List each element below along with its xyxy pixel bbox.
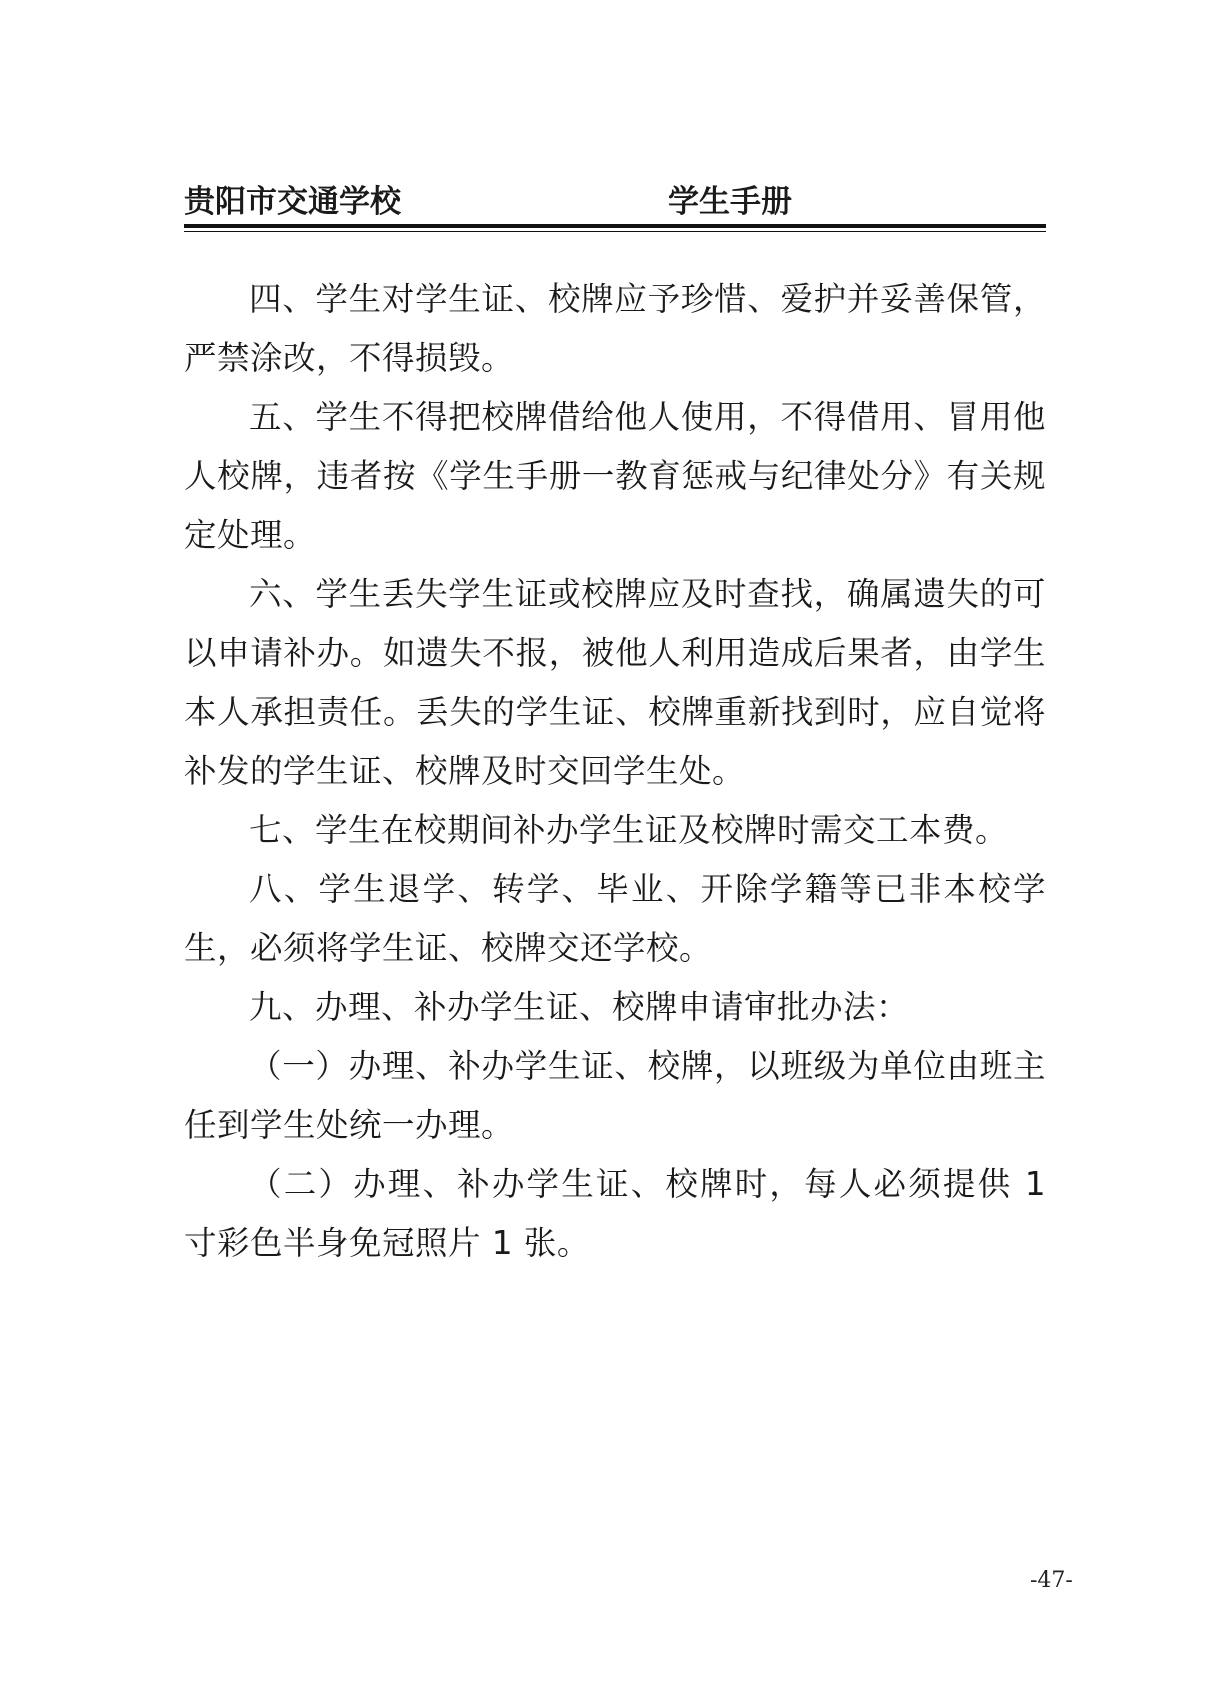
paragraph-7: 七、学生在校期间补办学生证及校牌时需交工本费。: [249, 811, 1009, 849]
paragraph-4: 四、学生对学生证、校牌应予珍惜、爱护并妥善保管，严禁涂改，不得损毁。: [184, 280, 1046, 377]
page-header: [184, 176, 1046, 224]
paragraph-9-1: （一）办理、补办学生证、校牌，以班级为单位由班主任到学生处统一办理。: [184, 1047, 1046, 1144]
paragraph-8: 八、学生退学、转学、毕业、开除学籍等已非本校学生，必须将学生证、校牌交还学校。: [184, 870, 1046, 967]
paragraph-6: 六、学生丢失学生证或校牌应及时查找，确属遗失的可以申请补办。如遗失不报，被他人利用造成后果者，由学生本人承担责任。丢失的学生证、校牌重新找到时，应自觉将补发的学生证、校牌及时交回学生处。: [184, 575, 1046, 790]
paragraph-9-2: （二）办理、补办学生证、校牌时，每人必须提供 1 寸彩色半身免冠照片 1 张。: [184, 1165, 1046, 1262]
header-rule-thin: [184, 231, 1046, 232]
handbook-title: 学生手册: [668, 184, 792, 220]
paragraph-5: 五、学生不得把校牌借给他人使用，不得借用、冒用他人校牌，违者按《学生手册一教育惩戒与纪律处分》有关规定处理。: [184, 398, 1046, 554]
page-body: [184, 270, 1046, 1273]
school-name: 贵阳市交通学校: [184, 184, 401, 220]
page-number: -47-: [1030, 1568, 1073, 1593]
paragraph-9: 九、办理、补办学生证、校牌申请审批办法：: [249, 988, 910, 1026]
header-rule-thick: [184, 224, 1046, 228]
